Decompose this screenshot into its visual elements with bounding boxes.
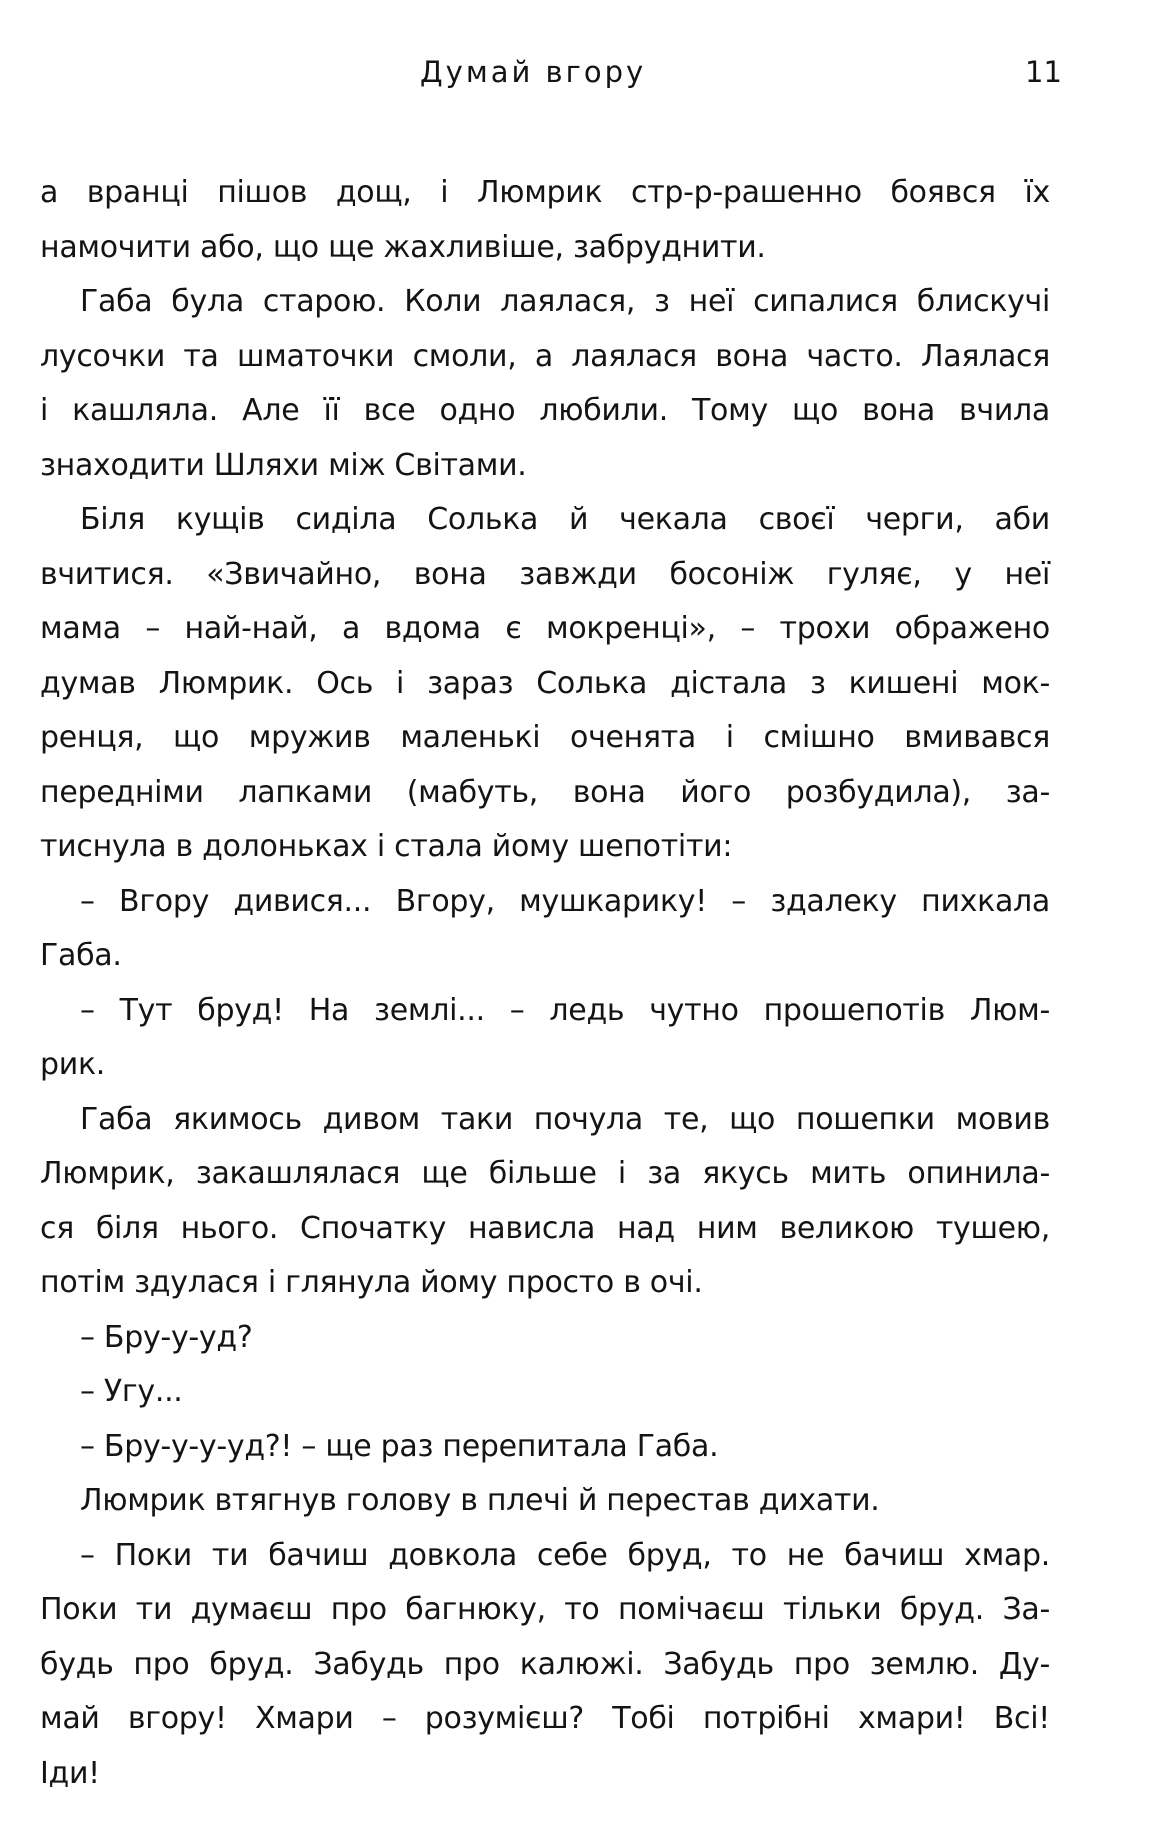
text-line: – Поки ти бачиш довкола себе бруд, то не бачиш хмар. — [80, 1537, 1050, 1573]
text-line: рик. — [40, 1047, 105, 1082]
text-line: – Вгору дивися... Вгору, мушкарику! – здалеку пихкала — [80, 883, 1050, 919]
text-line: Біля кущів сиділа Солька й чекала своєї черги, аби — [80, 502, 1050, 537]
text-line: – Тут бруд! На землі... – ледь чутно прошепотів Люм- — [80, 992, 1050, 1028]
text-line: думав Люмрик. Ось і зараз Солька дістала з кишені мок- — [40, 665, 1050, 701]
text-line: вчитися. «Звичайно, вона завжди босоніж гуляє, у неї — [40, 556, 1050, 592]
text-line: ренця, що мружив маленькі оченята і смішно вмивався — [40, 720, 1050, 755]
text-line: Люмрик втягнув голову в плечі й перестав дихати. — [80, 1483, 880, 1518]
text-line: намочити або, що ще жахливіше, забруднити. — [40, 229, 766, 265]
text-line: мама – най-най, а вдома є мокренці», – трохи ображено — [40, 611, 1050, 646]
text-line: Габа. — [40, 938, 122, 973]
text-line: май вгору! Хмари – розумієш? Тобі потрібні хмари! Всі! — [40, 1701, 1050, 1736]
text-line: Поки ти думаєш про багнюку, то помічаєш тільки бруд. За- — [40, 1592, 1050, 1627]
text-line: Габа була старою. Коли лаялася, з неї сипалися блискучі — [80, 284, 1050, 319]
body-text — [40, 166, 1050, 1801]
text-line: Іди! — [40, 1755, 100, 1791]
running-title: Думай вгору — [420, 55, 647, 89]
text-line: – Бру-у-у-уд?! – ще раз перепитала Габа. — [80, 1428, 719, 1464]
text-line: Габа якимось дивом таки почула те, що пошепки мовив — [80, 1101, 1050, 1137]
text-line: лусочки та шматочки смоли, а лаялася вона часто. Лаялася — [40, 338, 1050, 374]
text-line: передніми лапками (мабуть, вона його розбудила), за- — [40, 774, 1050, 810]
text-line: знаходити Шляхи між Світами. — [40, 447, 527, 483]
page-number: 11 — [1025, 55, 1062, 89]
text-line: потім здулася і глянула йому просто в очі. — [40, 1265, 703, 1300]
text-line: і кашляла. Але її все одно любили. Тому що вона вчила — [40, 393, 1050, 428]
text-line: будь про бруд. Забудь про калюжі. Забудь про землю. Ду- — [40, 1646, 1050, 1682]
text-line: – Бру-у-уд? — [80, 1319, 253, 1355]
text-line: Люмрик, закашлялася ще більше і за якусь мить опинила- — [40, 1156, 1050, 1191]
text-line: – Угу... — [80, 1374, 183, 1409]
text-line: а вранці пішов дощ, і Люмрик стр-р-рашенно боявся їх — [40, 175, 1050, 210]
text-line: тиснула в долоньках і стала йому шепотіти: — [40, 829, 733, 864]
text-line: ся біля нього. Спочатку нависла над ним великою тушею, — [40, 1210, 1050, 1246]
